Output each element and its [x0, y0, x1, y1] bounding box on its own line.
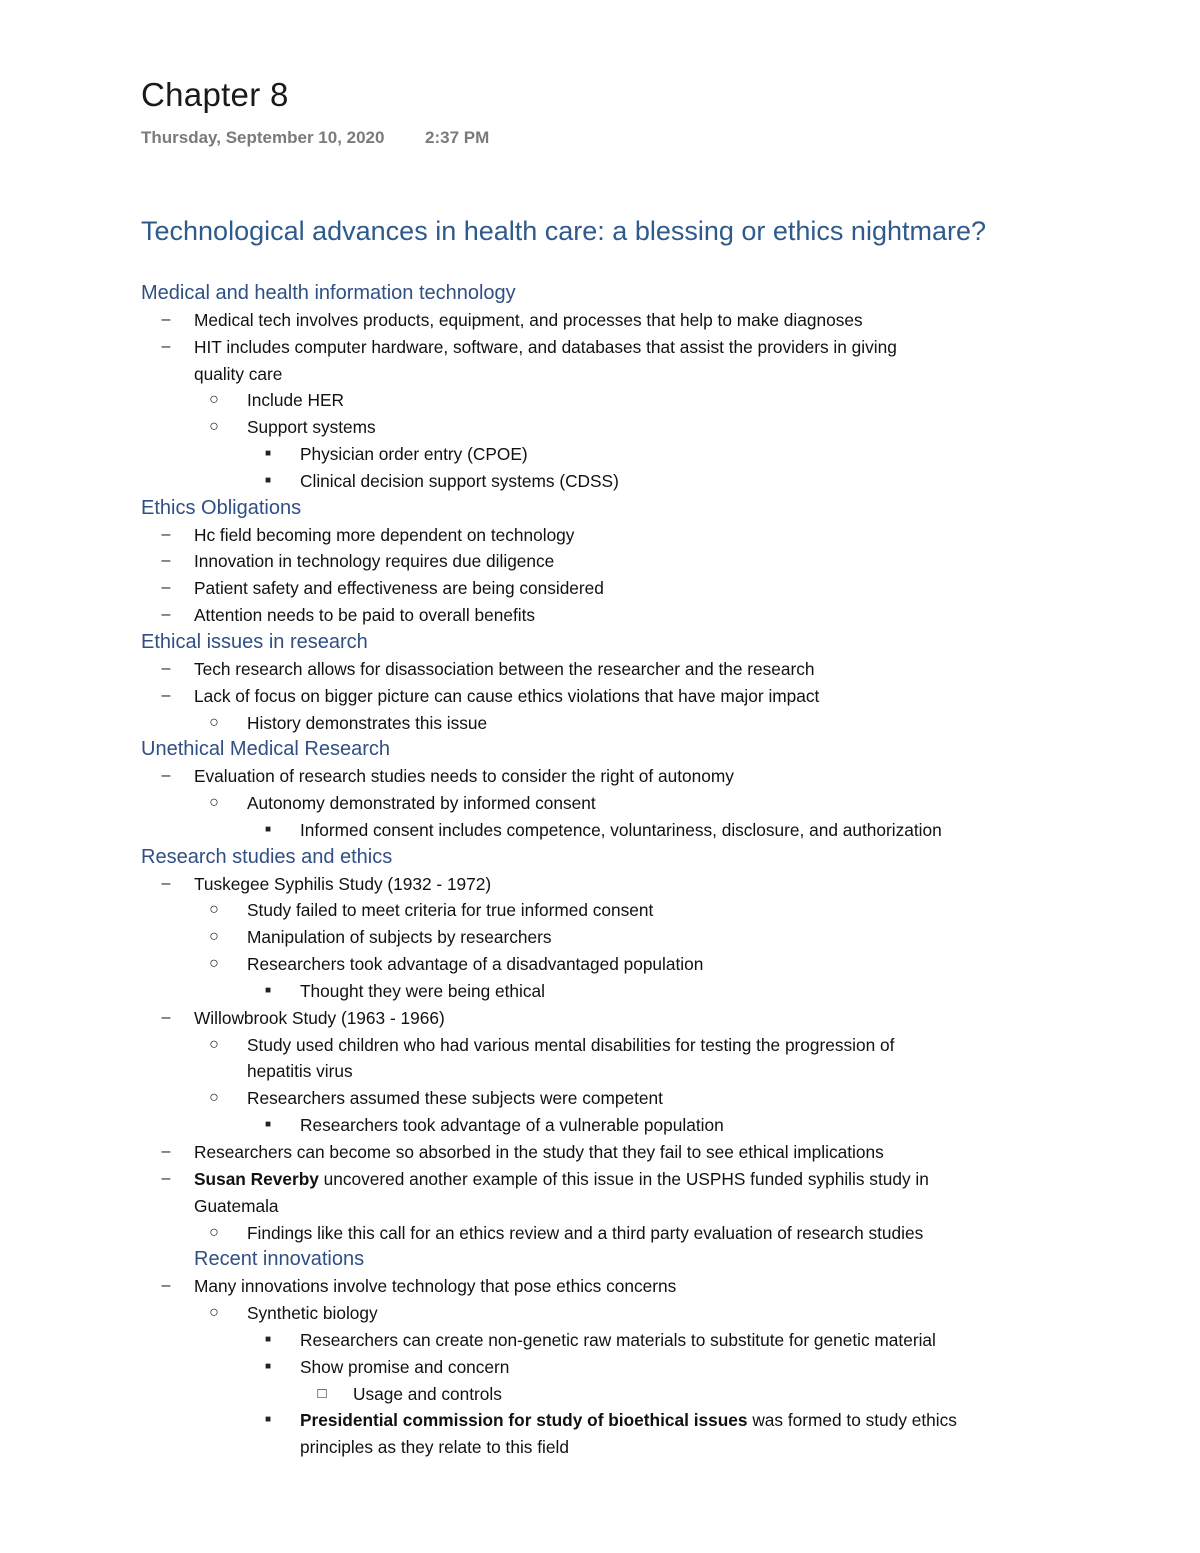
section-heading-text: Ethical issues in research: [141, 630, 368, 653]
dash-bullet-icon: –: [161, 310, 171, 328]
outline-item-text: Attention needs to be paid to overall benefits: [194, 605, 536, 626]
outline-item: [0, 1112, 1200, 1139]
outline-item: [0, 763, 1200, 790]
square-bullet-icon: ■: [264, 1360, 272, 1372]
outline-item: [0, 307, 1200, 334]
square-bullet-icon: ■: [264, 984, 272, 996]
outline-item-text: Innovation in technology requires due diligence: [194, 551, 555, 572]
outline-item-text: Patient safety and effectiveness are being considered: [194, 578, 604, 599]
outline-item: [0, 1327, 1200, 1354]
outline-item: [0, 1139, 1200, 1166]
outline-item-text: History demonstrates this issue: [247, 712, 488, 733]
circle-bullet-icon: ○: [209, 1089, 219, 1107]
outline-item-text: Medical tech involves products, equipment, and processes that help to make diagnoses: [194, 309, 863, 330]
outline-item: [0, 361, 1200, 388]
note-time: 2:37 PM: [425, 128, 490, 147]
outline-item: [0, 871, 1200, 898]
outline-item: [0, 951, 1200, 978]
outline-item-text: quality care: [194, 363, 283, 384]
outline-item-text: Willowbrook Study (1963 - 1966): [194, 1007, 445, 1028]
circle-bullet-icon: ○: [209, 418, 219, 436]
outline-item-text: Tech research allows for disassociation between the researcher and the research: [194, 658, 815, 679]
square-bullet-icon: ■: [264, 448, 272, 460]
outline-item-text: Thought they were being ethical: [300, 980, 545, 1001]
square-bullet-icon: ■: [264, 1333, 272, 1345]
section-heading: [0, 495, 1200, 522]
outline-item-rest: uncovered another example of this issue in the USPHS funded syphilis study in: [318, 1168, 929, 1189]
outline-item: [0, 1166, 1200, 1193]
dash-bullet-icon: –: [161, 874, 171, 892]
outline-item-text: Researchers can create non-genetic raw materials to substitute for genetic material: [300, 1329, 936, 1350]
bold-text: Presidential commission for study of bioethical issues: [300, 1410, 748, 1431]
outline-item: [0, 1220, 1200, 1247]
section-heading-text: Recent innovations: [194, 1248, 365, 1271]
circle-bullet-icon: ○: [209, 1035, 219, 1053]
outline-item-text: Lack of focus on bigger picture can cause ethics violations that have major impact: [194, 685, 820, 706]
section-heading-text: Research studies and ethics: [141, 845, 393, 868]
outline-body: [0, 280, 1200, 1461]
outline-item-text: [300, 1407, 957, 1434]
outline-item: [0, 790, 1200, 817]
outline-item-text: Show promise and concern: [300, 1356, 510, 1377]
circle-bullet-icon: ○: [209, 955, 219, 973]
outline-item-text: Informed consent includes competence, voluntariness, disclosure, and authorization: [300, 819, 942, 840]
outline-item: [0, 656, 1200, 683]
outline-item-text: Physician order entry (CPOE): [300, 444, 528, 465]
circle-bullet-icon: ○: [209, 928, 219, 946]
outline-item-text: Include HER: [247, 390, 345, 411]
outline-item-text: Study failed to meet criteria for true informed consent: [247, 900, 654, 921]
outline-item: [0, 387, 1200, 414]
section-heading-text: Medical and health information technology: [141, 282, 516, 304]
outline-item: [0, 468, 1200, 495]
outline-item-text: hepatitis virus: [247, 1061, 353, 1082]
outline-item: [0, 334, 1200, 361]
outline-item-text: Researchers took advantage of a vulnerable population: [300, 1115, 724, 1136]
outline-item: [0, 924, 1200, 951]
hollow-square-bullet-icon: □: [317, 1384, 327, 1402]
dash-bullet-icon: –: [161, 1143, 171, 1160]
section-heading: [0, 844, 1200, 871]
section-heading: [0, 629, 1200, 656]
outline-item: [0, 575, 1200, 602]
dash-bullet-icon: –: [161, 686, 171, 704]
outline-item: [0, 1193, 1200, 1220]
outline-item: [0, 1085, 1200, 1112]
outline-item: [0, 1407, 1200, 1434]
square-bullet-icon: ■: [264, 1119, 272, 1131]
outline-item-text: Usage and controls: [353, 1383, 502, 1404]
outline-item: [0, 1434, 1200, 1461]
dash-bullet-icon: –: [161, 1008, 171, 1026]
outline-item-text: Manipulation of subjects by researchers: [247, 927, 552, 948]
outline-item: [0, 602, 1200, 629]
outline-item-text: [194, 1166, 929, 1193]
main-heading: Technological advances in health care: a blessing or ethics nightmare?: [141, 216, 987, 246]
square-bullet-icon: ■: [264, 1414, 272, 1426]
note-date: Thursday, September 10, 2020: [141, 128, 385, 147]
outline-item: [0, 441, 1200, 468]
circle-bullet-icon: ○: [209, 794, 219, 812]
outline-item: [0, 1273, 1200, 1300]
outline-item: [0, 414, 1200, 441]
outline-item-text: Autonomy demonstrated by informed consent: [247, 793, 596, 814]
section-heading-text: Ethics Obligations: [141, 496, 302, 519]
circle-bullet-icon: ○: [209, 1304, 219, 1322]
dash-bullet-icon: –: [161, 767, 171, 785]
outline-item-text: Hc field becoming more dependent on technology: [194, 524, 575, 545]
dash-bullet-icon: –: [161, 1169, 171, 1187]
outline-item-text: Researchers took advantage of a disadvantaged population: [247, 954, 704, 975]
square-bullet-icon: ■: [264, 823, 272, 835]
dash-bullet-icon: –: [161, 525, 171, 543]
outline-item-text: Support systems: [247, 417, 376, 438]
outline-item: [0, 978, 1200, 1005]
outline-item-text: Guatemala: [194, 1195, 279, 1216]
outline-item-text: Synthetic biology: [247, 1303, 378, 1324]
outline-item-text: Clinical decision support systems (CDSS): [300, 470, 619, 491]
outline-item-text: Study used children who had various mental disabilities for testing the progression of: [247, 1034, 895, 1055]
outline-item: [0, 1381, 1200, 1408]
outline-item: [0, 1354, 1200, 1381]
dash-bullet-icon: –: [161, 579, 171, 597]
outline-item: [0, 1005, 1200, 1032]
bold-text: Susan Reverby: [194, 1168, 319, 1189]
outline-item: [0, 1300, 1200, 1327]
circle-bullet-icon: ○: [209, 713, 219, 731]
section-heading-text: Unethical Medical Research: [141, 738, 391, 761]
dash-bullet-icon: –: [161, 337, 171, 355]
outline-item-text: Findings like this call for an ethics review and a third party evaluation of research studies: [247, 1222, 924, 1243]
outline-item-text: Tuskegee Syphilis Study (1932 - 1972): [194, 873, 492, 894]
outline-item-text: HIT includes computer hardware, software, and databases that assist the providers in giving: [194, 336, 897, 357]
section-heading: [0, 736, 1200, 763]
outline-item-text: Many innovations involve technology that pose ethics concerns: [194, 1276, 677, 1297]
section-heading: [0, 1246, 1200, 1273]
dash-bullet-icon: –: [161, 606, 171, 624]
circle-bullet-icon: ○: [209, 1223, 219, 1241]
outline-item: [0, 548, 1200, 575]
outline-item-text: Evaluation of research studies needs to consider the right of autonomy: [194, 766, 734, 787]
outline-item-text: principles as they relate to this field: [300, 1437, 569, 1458]
dash-bullet-icon: –: [161, 1277, 171, 1295]
dash-bullet-icon: –: [161, 552, 171, 570]
outline-item: [0, 683, 1200, 710]
square-bullet-icon: ■: [264, 474, 272, 486]
page-title: Chapter 8: [141, 76, 289, 113]
outline-item: [0, 522, 1200, 549]
outline-item: [0, 1032, 1200, 1059]
outline-item-text: Researchers can become so absorbed in the study that they fail to see ethical implications: [194, 1142, 884, 1162]
circle-bullet-icon: ○: [209, 391, 219, 409]
outline-item-rest: was formed to study ethics: [747, 1410, 957, 1431]
outline-item: [0, 1058, 1200, 1085]
outline-item: [0, 710, 1200, 737]
circle-bullet-icon: ○: [209, 901, 219, 919]
outline-item-text: Researchers assumed these subjects were competent: [247, 1088, 663, 1109]
outline-item: [0, 817, 1200, 844]
dash-bullet-icon: –: [161, 659, 171, 677]
section-heading: [0, 280, 1200, 307]
outline-item: [0, 897, 1200, 924]
